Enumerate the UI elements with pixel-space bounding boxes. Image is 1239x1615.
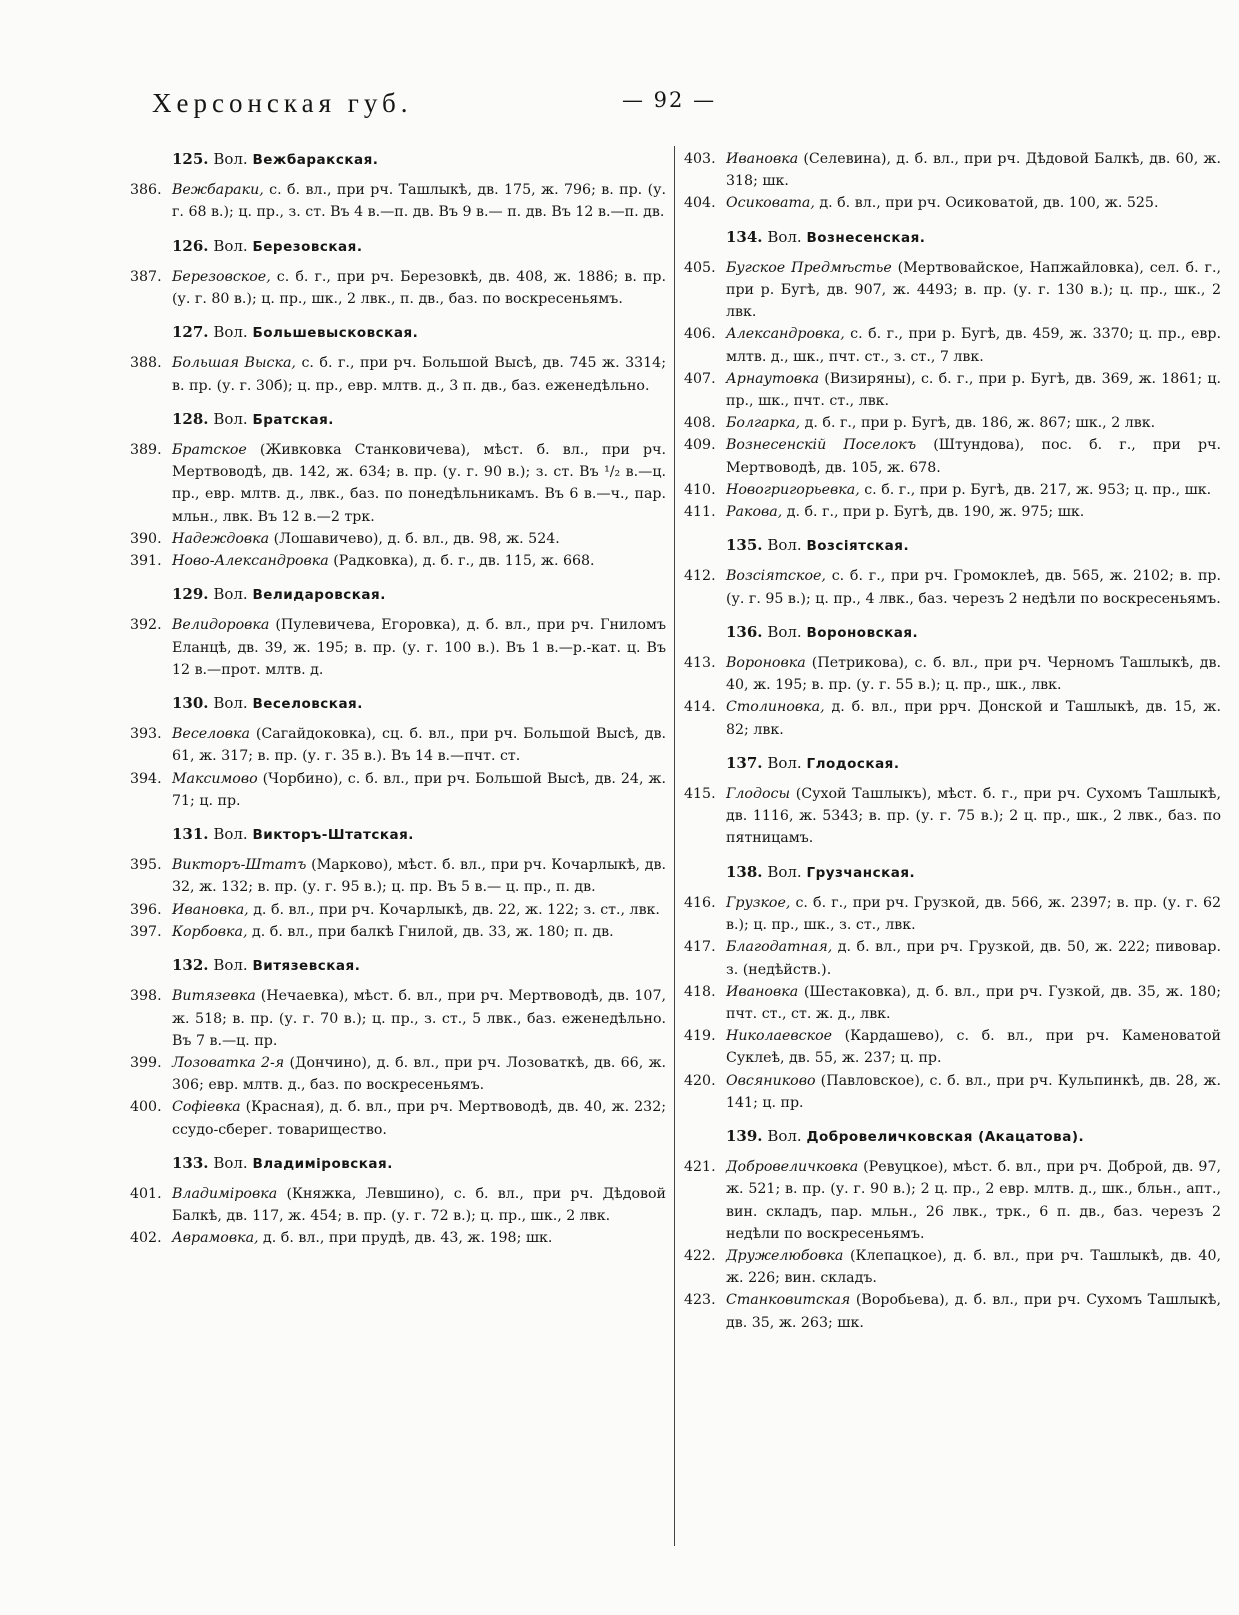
settlement-entry [684,892,1221,936]
settlement-name: Владиміровка [172,1185,278,1202]
volost-name: Добровеличковская (Акацатова). [806,1128,1085,1145]
settlement-entry [130,921,666,943]
volost-name: Большевысковская. [252,325,419,342]
settlement-details: (Нечаевка), мѣст. б. вл., при рч. Мертвоводѣ, дв. 107, ж. 518; в. пр. (у. г. 70 в.); ц. пр., з. ст., 5 лвк., баз. еженедѣльно. Въ 7 в.—ц. пр. [172,988,666,1049]
settlement-name: Витязевка [172,988,256,1005]
volost-heading [130,1152,666,1175]
settlement-name: Болгарка, [726,415,801,432]
entry-number: 392. [130,617,162,634]
settlement-entry [130,768,666,812]
volost-heading [130,408,666,431]
settlement-details: (Радковка), д. б. г., дв. 115, ж. 668. [328,553,595,570]
entry-number: 414. [684,699,716,716]
settlement-entry [684,981,1221,1025]
settlement-details: (Сухой Ташлыкъ), мѣст. б. г., при рч. Сухомъ Ташлыкѣ, дв. 1116, ж. 5343; в. пр. (у. г. 75 в.); 2 ц. пр., шк., 2 лвк., баз. по пятницамъ. [726,786,1221,847]
settlement-entry [130,614,666,681]
entry-number: 418. [684,983,716,1000]
left-column [130,148,666,1261]
settlement-name: Большая Выска, [172,355,296,372]
settlement-name: Веселовка [172,726,250,743]
settlement-details: (Визиряны), с. б. г., при р. Бугѣ, дв. 369, ж. 1861; ц. пр., шк., пчт. ст., лвк. [726,370,1221,410]
settlement-details: (Пулевичева, Егоровка), д. б. вл., при рч. Гниломъ Еланцѣ, дв. 39, ж. 195; в. пр. (у. г. 100 в.). Въ 1 в.—р.-кат. ц. Въ 12 в.—прот. млтв. д. [172,617,666,678]
volost-heading [684,752,1221,775]
entry-number: 403. [684,151,716,167]
entry-number: 399. [130,1054,162,1071]
volost-label: Вол. [767,622,802,641]
settlement-details: (Петрикова), с. б. вл., при рч. Черномъ Ташлыкѣ, дв. 40, ж. 195; в. пр. (у. г. 55 в.); ц. пр., шк., лвк. [726,655,1221,694]
volost-section [130,583,666,681]
entry-number: 410. [684,481,716,498]
volost-name: Березовская. [252,238,363,255]
settlement-name: Аврамовка, [172,1230,259,1247]
volost-label: Вол. [767,862,802,881]
volost-number: 139. [726,1126,763,1145]
volost-name: Викторъ-Штатская. [252,827,414,844]
settlement-entry [130,550,666,572]
settlement-details: (Воробьева), д. б. вл., при рч. Сухомъ Ташлыкѣ, дв. 35, ж. 263; шк. [726,1292,1221,1331]
settlement-entry [130,1227,666,1249]
settlement-name: Ивановка [726,983,799,1000]
settlement-details: (Дончино), д. б. вл., при рч. Лозоваткѣ, дв. 66, ж. 306; евр. млтв. д., баз. по воскресеньямъ. [172,1054,667,1094]
entry-number: 416. [684,894,716,911]
settlement-details: д. б. вл., при балкѣ Гнилой, дв. 33, ж. 180; п. дв. [247,923,614,940]
entry-number: 415. [684,786,716,803]
right-column [684,148,1221,1345]
entry-number: 405. [684,259,716,276]
settlement-details: д. б. г., при р. Бугѣ, дв. 186, ж. 867; шк., 2 лвк. [800,415,1156,432]
settlement-details: (Чорбино), с. б. вл., при рч. Большой Высѣ, дв. 24, ж. 71; ц. пр. [172,770,666,809]
settlement-entry [684,565,1221,609]
settlement-name: Станковитская [726,1292,851,1309]
volost-label: Вол. [213,825,248,844]
entry-number: 406. [684,326,716,343]
settlement-entry [684,1025,1221,1069]
settlement-entry [130,1052,666,1096]
volost-number: 134. [726,227,763,246]
entry-number: 389. [130,442,162,459]
settlement-details: (Княжка, Левшино), с. б. вл., при рч. Дѣдовой Балкѣ, дв. 117, ж. 454; в. пр. (у. г. 72 в.); ц. пр., шк., 2 лвк. [172,1185,666,1225]
entry-number: 391. [130,553,162,570]
settlement-name: Братское [172,442,247,459]
settlement-entry [684,479,1221,501]
settlement-entry [684,257,1221,324]
settlement-name: Благодатная, [726,939,833,956]
volost-section [684,621,1221,741]
settlement-details: (Шестаковка), д. б. вл., при рч. Гузкой, дв. 35, ж. 180; пчт. ст., ст. ж. д., лвк. [726,983,1221,1022]
settlement-name: Дружелюбовка [726,1247,844,1264]
entry-number: 394. [130,770,162,787]
volost-label: Вол. [213,409,248,428]
entry-number: 393. [130,726,162,743]
volost-section [130,1152,666,1250]
settlement-entry [684,1070,1221,1114]
settlement-name: Березовское, [172,268,271,285]
volost-name: Велидаровская. [252,587,386,604]
entry-number: 422. [684,1247,716,1264]
volost-number: 137. [726,753,763,772]
volost-heading [130,692,666,715]
entry-number: 407. [684,370,716,387]
settlement-details: (Красная), д. б. вл., при рч. Мертвоводѣ, дв. 40, ж. 232; ссудо-сберег. товарищество. [172,1099,666,1138]
settlement-details: с. б. г., при рч. Громоклеѣ, дв. 565, ж. 2102; в. пр. (у. г. 95 в.); ц. пр., 4 лвк., баз. черезъ 2 недѣли по воскресеньямъ. [726,568,1221,607]
settlement-name: Глодосы [726,786,791,803]
settlement-details: д. б. г., при р. Бугѣ, дв. 190, ж. 975; шк. [782,504,1085,521]
settlement-details: (Клепацкое), д. б. вл., при рч. Ташлыкѣ, дв. 40, ж. 226; вин. складъ. [726,1247,1221,1287]
settlement-details: с. б. г., при рч. Березовкѣ, дв. 408, ж. 1886; в. пр. (у. г. 80 в.); ц. пр., шк., 2 лвк., п. дв., баз. по воскресеньямъ. [172,268,666,308]
entry-number: 395. [130,857,162,874]
volost-heading [130,321,666,344]
settlement-entry [684,501,1221,523]
volost-label: Вол. [213,694,248,713]
volost-heading [684,861,1221,884]
settlement-name: Александровка, [726,326,845,343]
entry-number: 421. [684,1159,716,1176]
settlement-name: Вороновка [726,655,806,672]
settlement-name: Ракова, [726,504,783,521]
volost-label: Вол. [213,585,248,604]
settlement-details: (Мертвовайское, Напжайловка), сел. б. г., при р. Бугѣ, дв. 907, ж. 4493; в. пр. (у. г. 130 в.); ц. пр., шк., 2 лвк. [726,259,1221,321]
settlement-name: Лозоватка 2-я [172,1054,285,1071]
settlement-details: с. б. г., при р. Бугѣ, дв. 459, ж. 3370; ц. пр., евр. млтв. д., шк., пчт. ст., з. ст., 7 лвк. [726,326,1221,365]
volost-section [684,1125,1221,1334]
entry-number: 397. [130,923,162,940]
settlement-name: Возсіятское, [726,568,826,585]
settlement-details: (Селевина), д. б. вл., при рч. Дѣдовой Балкѣ, дв. 60, ж. 318; шк. [726,151,1221,190]
settlement-name: Максимово [172,770,258,787]
settlement-details: (Сагайдоковка), сц. б. вл., при рч. Большой Высѣ, дв. 61, ж. 317; в. пр. (у. г. 35 в.). Въ 14 в.—пчт. ст. [172,726,666,765]
volost-heading [130,823,666,846]
volost-section [130,823,666,943]
volost-heading [684,1125,1221,1148]
page-number: — 92 — [622,88,717,112]
settlement-name: Ново-Александровка [172,553,329,570]
volost-heading [130,583,666,606]
settlement-details: д. б. вл., при прудѣ, дв. 43, ж. 198; шк. [258,1230,553,1247]
volost-name: Братская. [252,411,334,428]
volost-label: Вол. [767,753,802,772]
volost-section [130,148,666,224]
settlement-name: Новогригорьевка, [726,481,860,498]
settlement-name: Корбовка, [172,923,248,940]
settlement-name: Вежбараки, [172,182,264,199]
volost-number: 129. [172,585,209,604]
settlement-entry [684,936,1221,980]
settlement-details: д. б. вл., при ррч. Донской и Ташлыкѣ, дв. 15, ж. 82; лвк. [726,699,1221,738]
settlement-name: Надеждовка [172,530,270,547]
entry-number: 411. [684,504,716,521]
volost-section [130,321,666,397]
volost-number: 127. [172,323,209,342]
volost-number: 138. [726,862,763,881]
settlement-details: д. б. вл., при рч. Грузкой, дв. 50, ж. 222; пивовар. з. (недѣйств.). [726,939,1221,978]
settlement-name: Осиковата, [726,195,815,212]
volost-section [130,954,666,1141]
settlement-name: Николаевское [726,1028,833,1045]
settlement-name: Софіевка [172,1099,241,1116]
volost-label: Вол. [213,323,248,342]
volost-number: 132. [172,956,209,975]
volost-label: Вол. [767,227,802,246]
entry-number: 387. [130,268,162,285]
settlement-entry [684,434,1221,478]
volost-section [130,235,666,311]
entry-number: 419. [684,1028,716,1045]
settlement-details: (Павловское), с. б. вл., при рч. Кульпинкѣ, дв. 28, ж. 141; ц. пр. [726,1072,1221,1111]
settlement-entry [684,1289,1221,1333]
volost-label: Вол. [767,536,802,555]
volost-name: Веселовская. [252,696,363,713]
settlement-details: д. б. вл., при рч. Кочарлыкѣ, дв. 22, ж. 122; з. ст., лвк. [248,901,660,918]
entry-number: 423. [684,1292,716,1309]
settlement-entry [684,323,1221,367]
settlement-details: (Кардашево), с. б. вл., при рч. Каменоватой Суклеѣ, дв. 55, ж. 237; ц. пр. [726,1028,1221,1067]
settlement-entry [130,266,666,310]
volost-heading [130,954,666,977]
settlement-entry [684,192,1221,214]
volost-section [684,752,1221,850]
running-head [152,88,1147,128]
settlement-entry [684,368,1221,412]
settlement-name: Столиновка, [726,699,825,716]
page-title: Херсонская губ. [152,88,413,118]
entry-number: 401. [130,1185,162,1202]
entry-number: 400. [130,1099,162,1116]
volost-section [684,861,1221,1114]
settlement-entry [684,1156,1221,1245]
entry-number: 398. [130,988,162,1005]
entry-number: 386. [130,182,162,199]
volost-section [684,226,1221,524]
volost-label: Вол. [213,236,248,255]
settlement-entry [130,352,666,396]
volost-label: Вол. [213,956,248,975]
settlement-entry [684,148,1221,192]
entry-number: 404. [684,195,716,212]
settlement-name: Ивановка, [172,901,249,918]
volost-heading [684,534,1221,557]
entry-number: 412. [684,568,716,585]
volost-number: 135. [726,536,763,555]
settlement-name: Викторъ-Штатъ [172,857,307,874]
settlement-entry [684,783,1221,850]
settlement-name: Ивановка [726,151,799,167]
volost-name: Владиміровская. [252,1155,393,1172]
settlement-details: д. б. вл., при рч. Осиковатой, дв. 100, ж. 525. [814,195,1159,212]
column-divider [674,146,675,1546]
volost-name: Возсіятская. [806,538,910,555]
volost-name: Глодоская. [806,755,900,772]
settlement-entry [684,412,1221,434]
entry-number: 413. [684,655,716,672]
volost-section [130,408,666,572]
volost-label: Вол. [213,150,248,168]
volost-name: Вознесенская. [806,229,926,246]
settlement-entry [684,1245,1221,1289]
settlement-details: (Живковка Станковичева), мѣст. б. вл., при рч. Мертвоводѣ, дв. 142, ж. 634; в. пр. (у. г. 90 в.); з. ст. Въ ¹/₂ в.—ц. пр., евр. млтв. д., лвк., баз. по понедѣльникамъ. Въ 6 в.—ч., пар. мльн., лвк. Въ 12 в.—2 трк. [172,442,666,525]
volost-heading [130,148,666,171]
settlement-details: (Лошавичево), д. б. вл., дв. 98, ж. 524. [269,530,560,547]
entry-number: 402. [130,1230,162,1247]
settlement-details: (Ревуцкое), мѣст. б. вл., при рч. Доброй, дв. 97, ж. 521; в. пр. (у. г. 90 в.); 2 ц. пр., 2 евр. млтв. д., шк., бльн., апт., вин. складъ, пар. мльн., 26 лвк., трк., 6 п. дв., баз. черезъ 2 недѣли по воскресеньямъ. [726,1159,1221,1242]
volost-number: 125. [172,150,209,168]
settlement-entry [130,723,666,767]
volost-heading [684,226,1221,249]
volost-heading [684,621,1221,644]
entry-number: 409. [684,437,716,454]
settlement-name: Бугское Предмѣстье [726,259,892,276]
entry-number: 417. [684,939,716,956]
settlement-details: (Марково), мѣст. б. вл., при рч. Кочарлыкѣ, дв. 32, ж. 132; в. пр. (у. г. 95 в.); ц. пр. Въ 5 в.— ц. пр., п. дв. [172,857,666,896]
settlement-name: Грузкое, [726,894,791,911]
volost-number: 130. [172,694,209,713]
entry-number: 408. [684,415,716,432]
settlement-details: (Штундова), пос. б. г., при рч. Мертвоводѣ, дв. 105, ж. 678. [726,437,1221,476]
entry-number: 396. [130,901,162,918]
settlement-details: с. б. г., при р. Бугѣ, дв. 217, ж. 953; ц. пр., шк. [859,481,1212,498]
settlement-details: с. б. вл., при рч. Ташлыкѣ, дв. 175, ж. 796; в. пр. (у. г. 68 в.); ц. пр., з. ст. Въ 4 в.—п. дв. Въ 9 в.— п. дв. Въ 12 в.—п. дв. [172,182,666,221]
settlement-name: Овсяниково [726,1072,816,1089]
volost-heading [130,235,666,258]
volost-label: Вол. [767,1126,802,1145]
entry-number: 390. [130,530,162,547]
settlement-name: Вознесенскій Поселокъ [726,437,917,454]
volost-number: 131. [172,825,209,844]
settlement-entry [684,696,1221,740]
entry-number: 420. [684,1072,716,1089]
settlement-entry [130,439,666,528]
settlement-details: с. б. г., при рч. Большой Высѣ, дв. 745 ж. 3314; в. пр. (у. г. 30б); ц. пр., евр. млтв. д., 3 п. дв., баз. еженедѣльно. [172,355,666,394]
volost-name: Вежбаракская. [252,152,379,168]
volost-number: 128. [172,409,209,428]
volost-number: 126. [172,236,209,255]
settlement-entry [130,899,666,921]
settlement-name: Арнаутовка [726,370,820,387]
volost-name: Витязевская. [252,958,361,975]
settlement-details: с. б. г., при рч. Грузкой, дв. 566, ж. 2397; в. пр. (у. г. 62 в.); ц. пр., шк., з. ст., лвк. [726,894,1221,934]
volost-section [130,692,666,812]
volost-number: 136. [726,622,763,641]
volost-name: Вороновская. [806,624,919,641]
settlement-entry [684,652,1221,696]
settlement-entry [130,854,666,898]
volost-section [684,534,1221,610]
settlement-name: Добровеличковка [726,1159,859,1176]
settlement-entry [130,1096,666,1140]
entry-number: 388. [130,355,162,372]
settlement-entry [130,179,666,223]
volost-label: Вол. [213,1153,248,1172]
settlement-entry [130,528,666,550]
volost-section [684,148,1221,215]
settlement-entry [130,1183,666,1227]
settlement-name: Велидоровка [172,617,270,634]
volost-number: 133. [172,1153,209,1172]
volost-name: Грузчанская. [806,864,916,881]
settlement-entry [130,985,666,1052]
